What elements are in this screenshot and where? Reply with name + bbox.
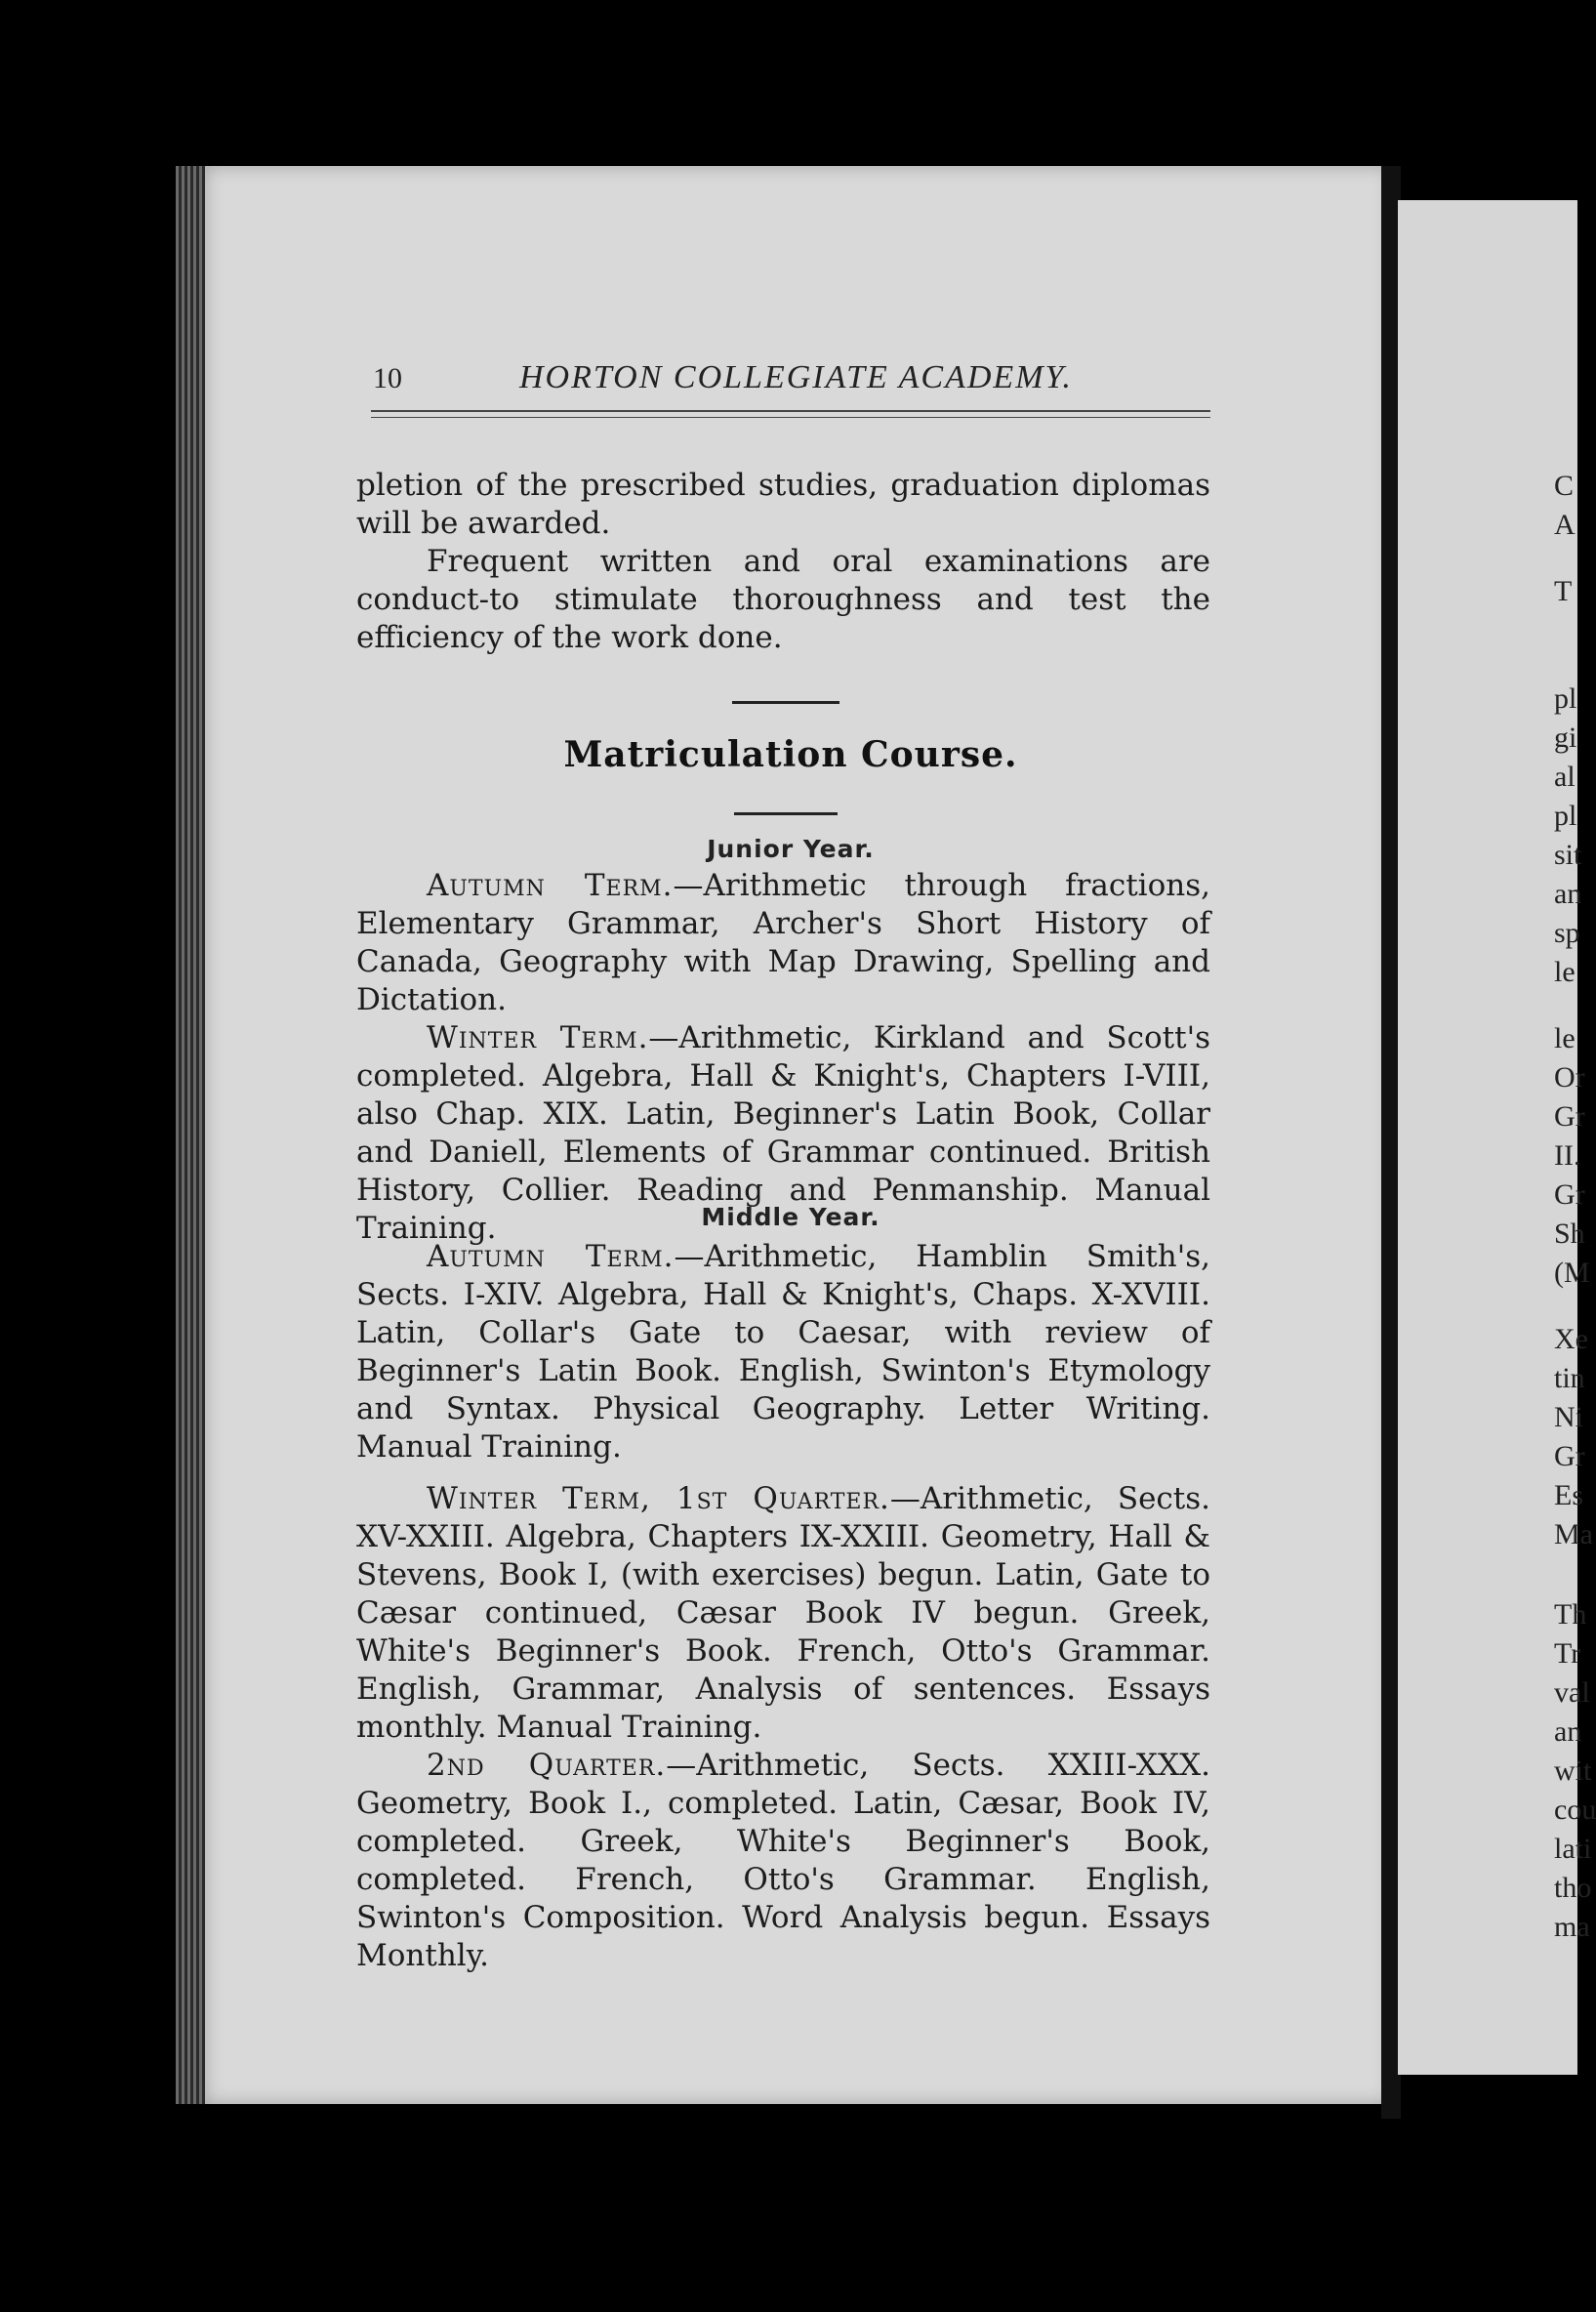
- right-fragment: Ni: [1554, 1401, 1583, 1433]
- right-fragment: Gr: [1554, 1100, 1585, 1133]
- right-fragment: tin: [1554, 1362, 1585, 1394]
- middle-q2-text: —Arithmetic, Sects. XXIII-XXX. Geometry, Book I., completed. Latin, Cæsar, Book IV, completed. Greek, White's Beginner's Book, completed. French, Otto's Grammar. English, Swinton's Composition. Word Analysis begun. Essays Monthly.: [356, 1748, 1210, 1973]
- right-fragment: Sh: [1554, 1218, 1585, 1250]
- right-fragment: tho: [1554, 1872, 1592, 1904]
- right-page: [1398, 200, 1596, 2075]
- right-fragment: Gr: [1554, 1440, 1585, 1472]
- right-fragment: C: [1554, 470, 1575, 502]
- divider-bottom: [734, 812, 838, 815]
- middle-winter-1st-quarter: [356, 1480, 1210, 1747]
- divider-top: [732, 701, 839, 704]
- right-fragment: wit: [1554, 1755, 1592, 1787]
- right-fragment: T: [1554, 575, 1573, 607]
- right-fragment: ma: [1554, 1911, 1590, 1943]
- right-fragment: Th: [1554, 1598, 1587, 1631]
- header-rule: [371, 410, 1210, 412]
- junior-autumn-term: [356, 867, 1210, 1019]
- right-fragment: II.: [1554, 1139, 1581, 1172]
- right-fragment: Xe: [1554, 1323, 1588, 1355]
- right-fragment: cou: [1554, 1794, 1596, 1826]
- junior-autumn-text: —Arithmetic through fractions, Elementary Grammar, Archer's Short History of Canada, Geography with Map Drawing, Spelling and Dictation.: [356, 868, 1210, 1017]
- right-fragment: val: [1554, 1676, 1590, 1709]
- intro-paragraph-2: Frequent written and oral examinations are conduct-to stimulate thoroughness and test the efficiency of the work done.: [356, 544, 1210, 655]
- middle-winter1-label: Winter Term, 1st Quarter.: [427, 1481, 890, 1516]
- right-fragment: sp: [1554, 917, 1580, 949]
- middle-q2-label: 2nd Quarter.: [427, 1748, 667, 1783]
- page-number: 10: [373, 362, 402, 394]
- middle-2nd-quarter: [356, 1747, 1210, 1975]
- right-fragment: Tr: [1554, 1637, 1581, 1670]
- right-fragment: Ma: [1554, 1518, 1593, 1550]
- header-rule-thin: [371, 417, 1210, 418]
- junior-winter-text: —Arithmetic, Kirkland and Scott's completed. Algebra, Hall & Knight's, Chapters I-VIII, also Chap. XIX. Latin, Beginner's Latin Book, Collar and Daniell, Elements of Grammar continued. British History, Collier. Reading and Penmanship. Manual Training.: [356, 1020, 1210, 1246]
- junior-year-heading: Junior Year.: [707, 835, 875, 863]
- right-fragment: A: [1554, 509, 1576, 541]
- right-fragment: le: [1554, 1022, 1576, 1054]
- middle-autumn-label: Autumn Term.: [427, 1239, 675, 1274]
- right-fragment: an: [1554, 878, 1582, 910]
- right-fragment: le: [1554, 956, 1576, 988]
- running-head: [373, 359, 1212, 396]
- right-fragment: an: [1554, 1715, 1582, 1748]
- right-fragment: al: [1554, 761, 1576, 793]
- right-fragment: pl: [1554, 800, 1577, 832]
- right-page-text: [1554, 467, 1596, 1947]
- middle-autumn-term: [356, 1238, 1210, 1466]
- right-fragment: Es: [1554, 1479, 1583, 1511]
- intro-text: [356, 467, 1210, 657]
- page-edges: [176, 166, 209, 2104]
- middle-autumn-text: —Arithmetic, Hamblin Smith's, Sects. I-XIV. Algebra, Hall & Knight's, Chaps. X-XVIII. Latin, Collar's Gate to Caesar, with review of Beginner's Latin Book. English, Swinton's Etymology and Syntax. Physical Geography. Letter Writing. Manual Training.: [356, 1239, 1210, 1465]
- right-fragment: Or: [1554, 1061, 1585, 1094]
- middle-winter1-text: —Arithmetic, Sects. XV-XXIII. Algebra, Chapters IX-XXIII. Geometry, Hall & Stevens, Book I, (with exercises) begun. Latin, Gate to Cæsar continued, Cæsar Book IV begun. Greek, White's Beginner's Book. French, Otto's Grammar. English, Grammar, Analysis of sentences. Essays monthly. Manual Training.: [356, 1481, 1210, 1745]
- middle-year-heading: Middle Year.: [701, 1203, 880, 1231]
- intro-paragraph-1: pletion of the prescribed studies, graduation diplomas will be awarded.: [356, 468, 1210, 541]
- section-title: Matriculation Course.: [563, 734, 1018, 775]
- right-fragment: pl: [1554, 682, 1577, 715]
- right-fragment: gi: [1554, 722, 1577, 754]
- right-fragment: Gr: [1554, 1178, 1585, 1211]
- page-title: HORTON COLLEGIATE ACADEMY.: [519, 359, 1073, 395]
- middle-year-text: [356, 1238, 1210, 1975]
- right-fragment: (M: [1554, 1257, 1590, 1289]
- junior-autumn-label: Autumn Term.: [427, 868, 674, 903]
- right-fragment: lati: [1554, 1833, 1592, 1865]
- right-fragment: sit: [1554, 839, 1582, 871]
- junior-winter-label: Winter Term.: [427, 1020, 649, 1055]
- junior-year-text: [356, 867, 1210, 1248]
